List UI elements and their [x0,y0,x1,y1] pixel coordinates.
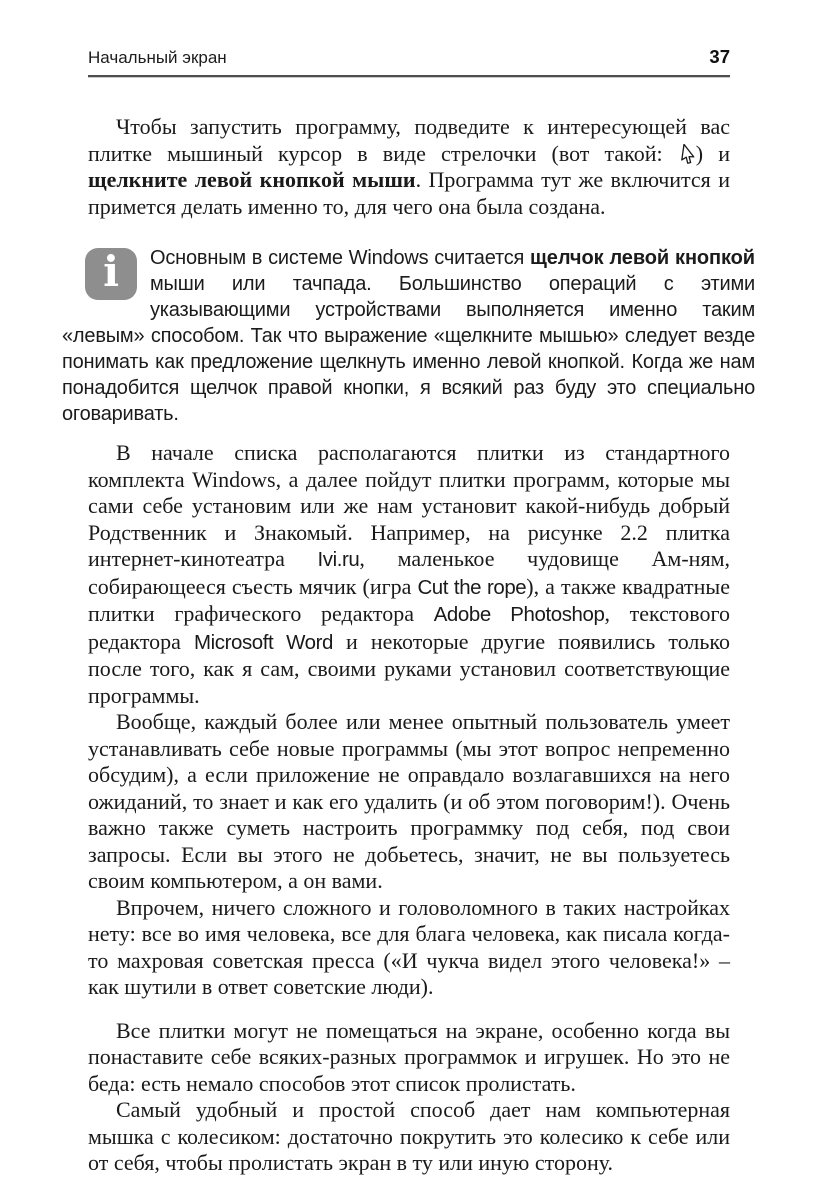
p2-text-e: и некоторые другие появились только после того, как я сам, своими руками установил соответствующие программы. [88,628,731,708]
paragraph-mouse-wheel-scroll: Самый удобный и простой способ дает нам компьютерная мышка с колесиком: достаточно покрутить это колесико к себе или от себя, чтобы пролистать экран в ту или иную сторону. [88,1097,730,1175]
paragraph-settings-humor: Впрочем, ничего сложного и головоломного в таких настройках нету: все во имя человека, все для блага человека, как писала когда-то махровая советская пресса («И чукча видел этого человека!» – как шутили в ответ советские люди). [88,894,730,999]
brand-microsoft-word: Microsoft Word [193,630,333,654]
paragraph-launch-program [88,114,730,220]
p1-text-a: Чтобы запустить программу, подведите к интересующей вас плитке мышиный курсор в виде стрелочки (вот такой: [88,114,730,166]
p1-text-b: ) и [695,140,730,166]
brand-adobe-photoshop: Adobe Photoshop [433,603,605,626]
p1-text-c: . Программа тут же включится и примется делать именно то, для чего она была создана. [88,167,730,219]
paragraph-tiles-list [88,440,730,709]
brand-ivi-ru: Ivi.ru [317,548,360,571]
p1-bold-click-left: щелкните левой кнопкой мыши [88,167,416,192]
note-text [62,245,755,427]
p2-text-d: , текстового редактора [88,601,730,654]
page-number: 37 [709,46,730,67]
page-body [62,114,755,1177]
p2-text-a: В начале списка располагаются плитки из стандартного комплекта Windows, а далее пойдут плитки программ, которые мы сами себе установим или же нам установит какой-нибудь добрый Родственник и Знакомый. Например, на рисунке 2.2 плитка интернет-кинотеатра [88,440,730,571]
info-note-box [62,245,755,427]
note-text-a: Основным в системе Windows считается [150,247,531,269]
info-icon [85,248,137,300]
note-text-b: мыши или тачпада. Большинство операций с этими указывающими устройствами выполняется именно таким «левым» способом. Так что выражение «щелкните мышью» следует везде понимать как предложение щелкнуть именно левой кнопкой. Когда же нам понадобится щелчок правой кнопки, я всякий раз буду это специально оговаривать. [62,273,755,425]
paragraph-tiles-overflow: Все плитки могут не помещаться на экране, особенно когда вы понаставите себе всяких-разных программок и игрушек. Но это не беда: есть немало способов этот список пролистать. [88,1017,730,1096]
p2-text-c: ), а также квадратные плитки графического редактора [88,573,730,626]
info-icon-glyph: i [103,247,119,296]
note-bold-left-click: щелчок левой кнопкой [530,247,755,269]
mouse-cursor-icon [679,144,695,165]
brand-cut-the-rope: Cut the rope [417,575,527,599]
p2-text-b: , маленькое чудовище Ам-ням, собирающееся съесть мячик (игра [88,546,730,599]
page-header [88,0,730,68]
header-rule [88,75,730,78]
running-title: Начальный экран [88,48,227,67]
paragraph-install-remove-programs: Вообще, каждый более или менее опытный пользователь умеет устанавливать себе новые программы (мы этот вопрос непременно обсудим), а если приложение не оправдало возлагавшихся на него ожиданий, то знает и как его удалить (и об этом поговорим!). Очень важно также суметь настроить программку под себя, под свои запросы. Если вы этого не добьетесь, значит, не вы пользуетесь своим компьютером, а он вами. [88,709,730,893]
